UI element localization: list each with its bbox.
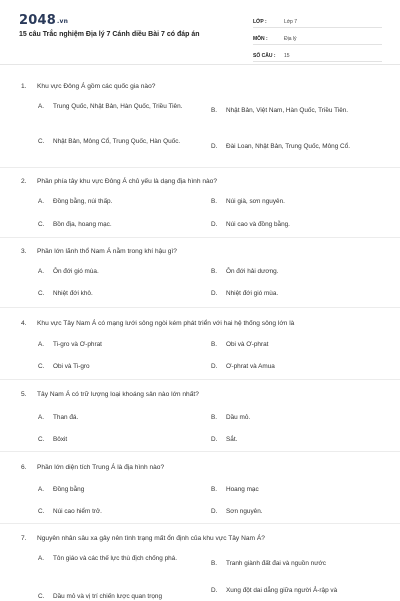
option-letter: C. — [38, 138, 45, 145]
option-letter: C. — [38, 436, 45, 443]
logo-suffix: .vn — [56, 18, 69, 25]
info-label: MÔN : — [253, 36, 268, 42]
question-text — [21, 390, 391, 399]
option-text: Đài Loan, Nhật Bản, Trung Quốc, Mông Cổ. — [226, 143, 350, 150]
option-letter: D. — [211, 587, 218, 594]
question-number: 3. — [21, 248, 27, 255]
quiz-info-table — [253, 14, 382, 65]
option-text: Obi và Ơ-phrat — [226, 341, 269, 348]
question-text — [21, 534, 391, 543]
question-number: 2. — [21, 178, 27, 185]
option-letter: D. — [211, 436, 218, 443]
answer-option[interactable] — [211, 106, 391, 115]
question-divider — [0, 379, 400, 380]
answer-option[interactable] — [211, 413, 391, 422]
option-letter: C. — [38, 363, 45, 370]
site-logo[interactable] — [19, 13, 68, 28]
answer-option[interactable] — [211, 289, 391, 298]
answer-option[interactable] — [38, 435, 196, 444]
option-letter: B. — [211, 268, 218, 275]
info-value: Địa lý — [284, 36, 297, 42]
question-number: 7. — [21, 535, 27, 542]
question-divider — [0, 523, 400, 524]
option-text: Nhật Bản, Việt Nam, Hàn Quốc, Triều Tiên. — [226, 107, 349, 114]
option-text: Trung Quốc, Nhật Bản, Hàn Quốc, Triều Tiên. — [53, 103, 183, 110]
option-letter: A. — [38, 341, 45, 348]
question-divider — [0, 307, 400, 308]
option-letter: C. — [38, 593, 45, 600]
logo-text: 2048 — [19, 13, 56, 28]
option-text: Đồng bằng — [53, 486, 85, 493]
option-text: Hoang mạc — [226, 486, 259, 493]
page-header — [0, 0, 400, 64]
option-text: Ơ-phrat và Amua — [226, 363, 275, 370]
answer-option[interactable] — [38, 197, 196, 206]
question-text — [21, 177, 391, 186]
option-text: Nhiệt đới gió mùa. — [226, 290, 279, 297]
option-text: Sắt. — [226, 436, 238, 443]
option-text: Dầu mỏ và vị trí chiến lược quan trọng — [53, 593, 162, 600]
answer-option[interactable] — [211, 197, 391, 206]
answer-option[interactable] — [38, 507, 196, 516]
option-text: Núi già, sơn nguyên. — [226, 198, 285, 205]
option-text: Bồn địa, hoang mạc. — [53, 221, 112, 228]
answer-option[interactable] — [211, 220, 391, 229]
answer-option[interactable] — [211, 340, 391, 349]
info-label: SỐ CÂU : — [253, 53, 276, 59]
answer-option[interactable] — [38, 289, 196, 298]
option-letter: C. — [38, 221, 45, 228]
question-number: 4. — [21, 320, 27, 327]
option-letter: A. — [38, 198, 45, 205]
option-letter: A. — [38, 268, 45, 275]
info-label: LỚP : — [253, 19, 267, 25]
answer-option[interactable] — [38, 137, 196, 146]
option-letter: B. — [211, 486, 218, 493]
question-stem: Phần lớn diện tích Trung Á là địa hình nào? — [37, 464, 165, 471]
answer-option[interactable] — [38, 554, 196, 563]
option-text: Xung đột dai dẳng giữa người Ả-rập và — [226, 587, 338, 594]
info-row-subject — [253, 31, 382, 45]
answer-option[interactable] — [38, 413, 196, 422]
option-letter: A. — [38, 103, 45, 110]
answer-option[interactable] — [211, 586, 391, 595]
option-text: Nhật Bản, Mông Cổ, Trung Quốc, Hàn Quốc. — [53, 138, 181, 145]
header-divider — [0, 64, 400, 65]
answer-option[interactable] — [211, 142, 391, 151]
option-letter: B. — [211, 341, 218, 348]
answer-option[interactable] — [38, 485, 196, 494]
answer-option[interactable] — [211, 362, 391, 371]
option-letter: A. — [38, 486, 45, 493]
option-letter: C. — [38, 508, 45, 515]
answer-option[interactable] — [38, 340, 196, 349]
option-text: Bôxit — [53, 436, 68, 443]
question-divider — [0, 167, 400, 168]
question-stem: Khu vực Tây Nam Á có mạng lưới sông ngòi kém phát triển với hai hệ thống sông lớn là — [37, 320, 295, 327]
question-stem: Nguyên nhân sâu xa gây nên tình trạng mất ổn định của khu vực Tây Nam Á? — [37, 535, 265, 542]
answer-option[interactable] — [38, 267, 196, 276]
option-text: Dầu mỏ. — [226, 414, 251, 421]
question-number: 1. — [21, 83, 27, 90]
option-letter: B. — [211, 560, 218, 567]
page-title: 15 câu Trắc nghiệm Địa lý 7 Cánh diều Bài 7 có đáp án — [19, 31, 200, 38]
question-text — [21, 319, 391, 328]
option-letter: D. — [211, 363, 218, 370]
option-letter: B. — [211, 107, 218, 114]
option-text: Obi và Ti-gro — [53, 363, 90, 370]
question-stem: Tây Nam Á có trữ lượng loại khoáng sản nào lớn nhất? — [37, 391, 199, 398]
option-letter: B. — [211, 198, 218, 205]
option-text: Tôn giáo và các thế lực thù địch chống phá. — [53, 555, 178, 562]
question-divider — [0, 237, 400, 238]
option-letter: D. — [211, 143, 218, 150]
question-stem: Khu vực Đông Á gồm các quốc gia nào? — [37, 83, 156, 90]
answer-option[interactable] — [38, 220, 196, 229]
option-letter: D. — [211, 508, 218, 515]
option-text: Ôn đới gió mùa. — [53, 268, 99, 275]
question-text — [21, 82, 391, 91]
info-value: 15 — [284, 53, 290, 59]
option-text: Sơn nguyên. — [226, 508, 263, 515]
option-letter: D. — [211, 221, 218, 228]
answer-option[interactable] — [38, 102, 196, 111]
question-divider — [0, 451, 400, 452]
question-stem: Phần phía tây khu vực Đông Á chủ yếu là dạng địa hình nào? — [37, 178, 218, 185]
info-row-count — [253, 48, 382, 62]
option-letter: C. — [38, 290, 45, 297]
option-letter: B. — [211, 414, 218, 421]
option-text: Nhiệt đới khô. — [53, 290, 93, 297]
answer-option[interactable] — [211, 435, 391, 444]
option-letter: D. — [211, 290, 218, 297]
answer-option[interactable] — [38, 362, 196, 371]
option-letter: A. — [38, 555, 45, 562]
option-text: Tranh giành đất đai và nguồn nước — [226, 560, 326, 567]
answer-option[interactable] — [211, 267, 391, 276]
option-letter: A. — [38, 414, 45, 421]
question-number: 5. — [21, 391, 27, 398]
question-text — [21, 463, 391, 472]
option-text: Đồng bằng, núi thấp. — [53, 198, 113, 205]
option-text: Ôn đới hải dương. — [226, 268, 279, 275]
answer-option[interactable] — [211, 507, 391, 516]
answer-option[interactable] — [211, 559, 391, 568]
question-text — [21, 247, 391, 256]
option-text: Núi cao và đồng bằng. — [226, 221, 290, 228]
answer-option[interactable] — [211, 485, 391, 494]
option-text: Núi cao hiểm trở. — [53, 508, 102, 515]
question-stem: Phần lớn lãnh thổ Nam Á nằm trong khí hậu gì? — [37, 248, 177, 255]
info-value: Lớp 7 — [284, 19, 298, 25]
question-number: 6. — [21, 464, 27, 471]
option-text: Ti-gro và Ơ-phrat — [53, 341, 102, 348]
info-row-class — [253, 14, 382, 28]
option-text: Than đá. — [53, 414, 79, 421]
